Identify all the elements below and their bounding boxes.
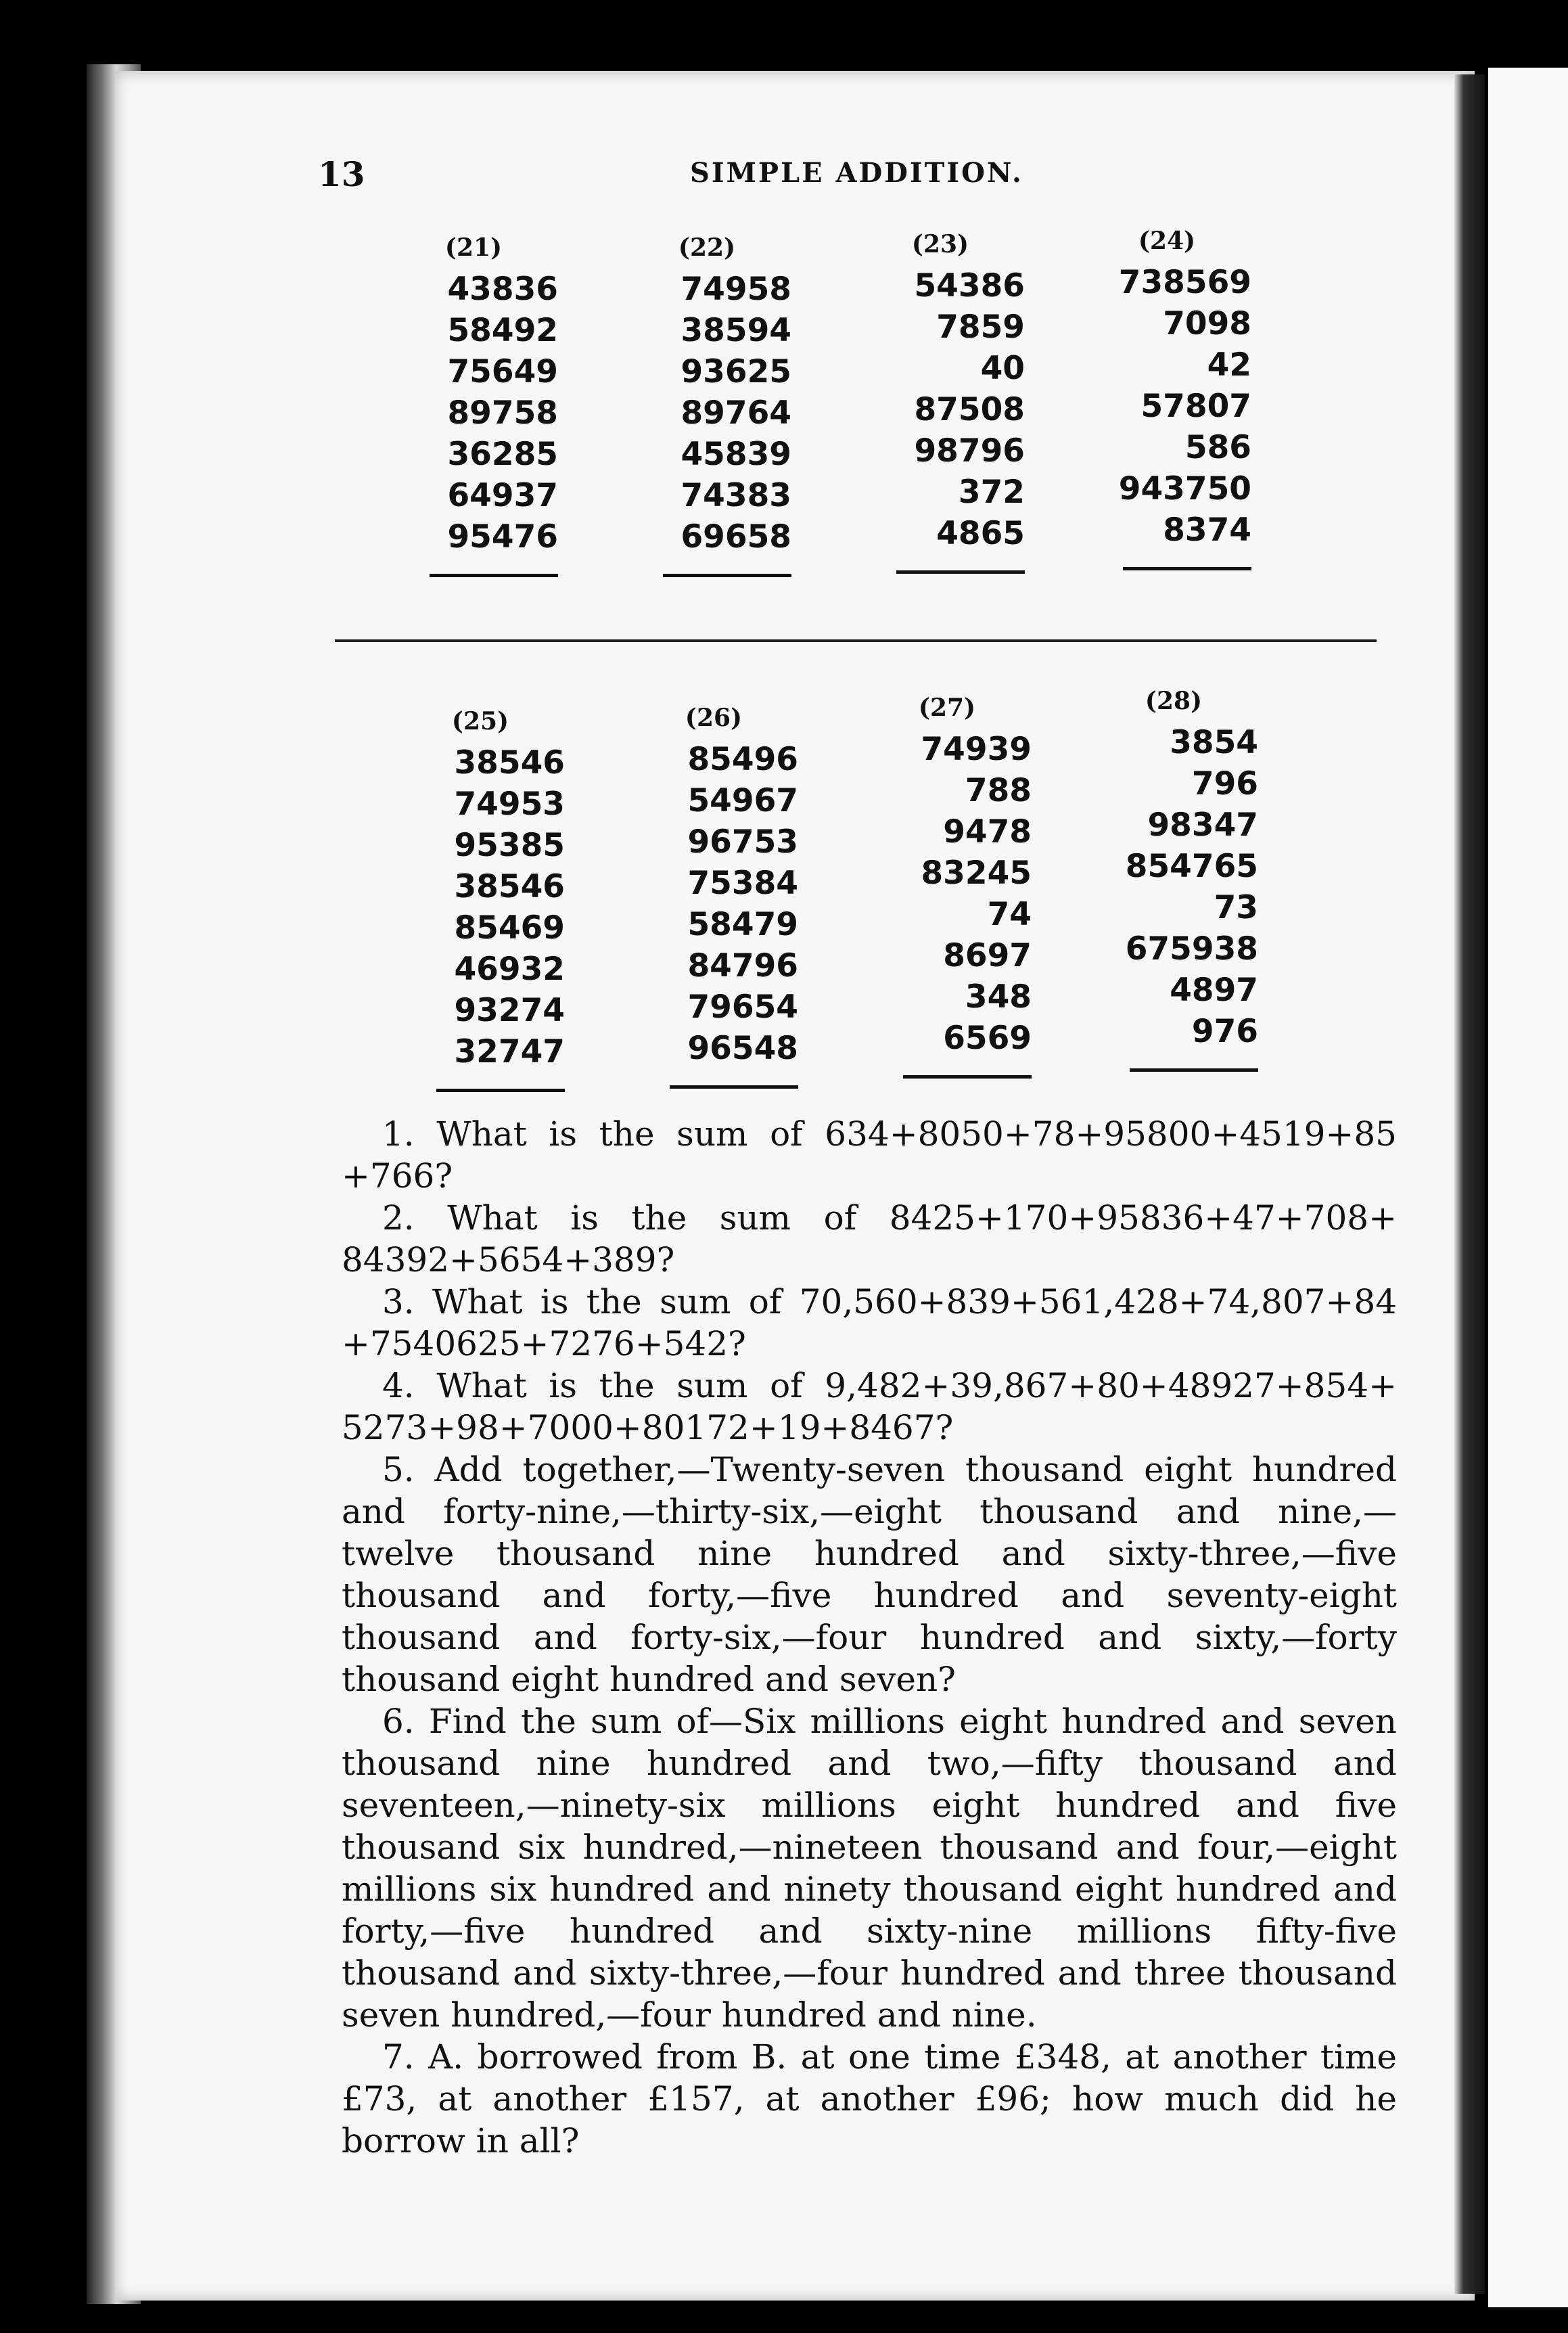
- addend: 74939: [921, 731, 1032, 768]
- problem-22: [622, 227, 791, 577]
- exercise-4: 4. What is the sum of 9,482+39,867+80+48927+854+ 5273+98+7000+80172+19+8467?: [342, 1366, 1397, 1447]
- addend: 93625: [681, 353, 791, 390]
- addend: 7859: [936, 309, 1025, 346]
- addend: 586: [1184, 429, 1251, 466]
- exercise-7: 7. A. borrowed from B. at one time £348, at another time £73, at another £157, at another £96; how much did he borrow in all?: [342, 2037, 1397, 2160]
- problem-23: [856, 223, 1025, 574]
- addend: 976: [1191, 1013, 1258, 1050]
- addend: 74953: [454, 786, 565, 823]
- problem-label: (24): [1138, 227, 1196, 255]
- addend: 95476: [447, 518, 558, 556]
- addend: 46932: [454, 951, 565, 988]
- facing-page-strip: [1488, 68, 1568, 2307]
- addend: 943750: [1118, 470, 1251, 507]
- problem-label: (25): [451, 707, 509, 735]
- addend: 87508: [914, 391, 1025, 428]
- problem-label: (26): [685, 704, 743, 732]
- addend: 58492: [447, 312, 558, 349]
- problem-label: (28): [1145, 687, 1203, 715]
- addend: 43836: [447, 271, 558, 308]
- section-divider: [335, 639, 1377, 642]
- addend: 45839: [681, 436, 791, 473]
- addend: 96753: [687, 823, 798, 861]
- addend: 38546: [454, 744, 565, 782]
- addend: 9478: [943, 813, 1032, 851]
- addend: 854765: [1125, 848, 1258, 885]
- addend: 38546: [454, 868, 565, 905]
- addend: 8374: [1163, 512, 1251, 549]
- addend: 796: [1191, 765, 1258, 802]
- word-exercises: [342, 1113, 1397, 2162]
- problem-21: [389, 227, 558, 577]
- addend: 57807: [1140, 388, 1251, 425]
- addend: 95385: [454, 827, 565, 864]
- addend: 89758: [447, 394, 558, 432]
- addend: 75649: [447, 353, 558, 390]
- addend: 7098: [1163, 305, 1251, 342]
- sum-rule: [663, 574, 791, 577]
- addend: 74958: [681, 271, 791, 308]
- addend: 96548: [687, 1030, 798, 1067]
- problem-25: [396, 700, 565, 1092]
- addend: 54386: [914, 267, 1025, 304]
- addend: 69658: [681, 518, 791, 556]
- addend: 42: [1207, 346, 1251, 384]
- sum-rule: [1130, 1068, 1258, 1072]
- addend: 348: [965, 978, 1032, 1016]
- sum-rule: [896, 570, 1025, 574]
- addend: 89764: [681, 394, 791, 432]
- problem-label: (23): [911, 230, 969, 258]
- addend: 675938: [1125, 930, 1258, 968]
- problem-label: (27): [918, 694, 976, 722]
- problem-label: (21): [444, 233, 503, 262]
- sum-rule: [436, 1089, 565, 1092]
- sum-rule: [903, 1075, 1032, 1079]
- exercise-2: 2. What is the sum of 8425+170+95836+47+708+ 84392+5654+389?: [342, 1198, 1397, 1279]
- addend: 98347: [1147, 807, 1258, 844]
- addend: 40: [980, 350, 1025, 387]
- exercise-1: 1. What is the sum of 634+8050+78+95800+4519+85 +766?: [342, 1114, 1397, 1196]
- addend: 93274: [454, 992, 565, 1029]
- problem-label: (22): [678, 233, 736, 262]
- page-edge-shadow: [1454, 74, 1485, 2294]
- page-number: 13: [318, 154, 365, 194]
- problem-28: [1089, 680, 1258, 1072]
- addend: 36285: [447, 436, 558, 473]
- addend: 74: [987, 896, 1032, 933]
- exercise-3: 3. What is the sum of 70,560+839+561,428+74,807+84 +7540625+7276+542?: [342, 1282, 1397, 1363]
- addend: 75384: [687, 865, 798, 902]
- addend: 8697: [943, 937, 1032, 974]
- addend: 98796: [914, 432, 1025, 470]
- addend: 738569: [1118, 264, 1251, 301]
- problem-26: [629, 697, 798, 1089]
- addend: 54967: [687, 782, 798, 819]
- addend: 79654: [687, 989, 798, 1026]
- addend: 372: [958, 474, 1025, 511]
- addend: 58479: [687, 906, 798, 943]
- addend: 3854: [1170, 724, 1258, 761]
- addend: 4865: [936, 515, 1025, 552]
- addend: 38594: [681, 312, 791, 349]
- addend: 73: [1214, 889, 1258, 926]
- sum-rule: [430, 574, 558, 577]
- addend: 788: [965, 772, 1032, 809]
- addend: 85496: [687, 741, 798, 778]
- addend: 32747: [454, 1033, 565, 1070]
- running-head: SIMPLE ADDITION.: [690, 157, 1023, 189]
- sum-rule: [670, 1085, 798, 1089]
- addend: 84796: [687, 947, 798, 984]
- problem-27: [862, 687, 1032, 1079]
- addend: 85469: [454, 909, 565, 947]
- problem-24: [1082, 220, 1251, 570]
- addend: 64937: [447, 477, 558, 514]
- addend: 6569: [943, 1020, 1032, 1057]
- addend: 83245: [921, 855, 1032, 892]
- exercise-6: 6. Find the sum of—Six millions eight hundred and seven thousand nine hundred and two,—fifty thousand and seventeen,—ninety-six millions eight hundred and five thousand six hundred,—nineteen thousand and four,—eight millions six hundred and ninety thousand eight hundred and forty,—five hundred and sixty-nine millions fifty-five thousand and sixty-three,—four hundred and three thousand seven hundred,—four hundred and nine.: [342, 1702, 1397, 2035]
- exercise-5: 5. Add together,—Twenty-seven thousand eight hundred and forty-nine,—thirty-six,—eight thousand and nine,—twelve thousand nine hundred and sixty-three,—five thousand and forty,—five hundred and seventy-eight thousand and forty-six,—four hundred and sixty,—forty thousand eight hundred and seven?: [342, 1450, 1397, 1699]
- addend: 74383: [681, 477, 791, 514]
- sum-rule: [1123, 567, 1251, 570]
- addend: 4897: [1170, 972, 1258, 1009]
